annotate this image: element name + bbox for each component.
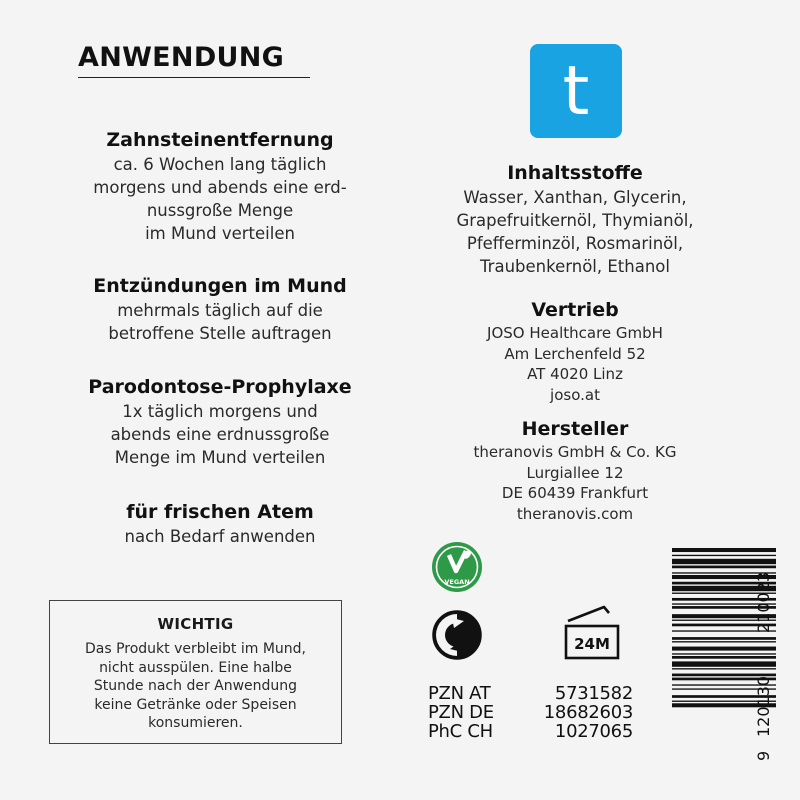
- page-title: ANWENDUNG: [78, 42, 310, 78]
- distributor-heading: Vertrieb: [531, 299, 619, 321]
- important-line: Das Produkt verbleibt im Mund,: [84, 641, 307, 657]
- distributor-line: joso.at: [550, 385, 600, 404]
- section-line: mehrmals täglich auf die: [117, 301, 323, 320]
- ingredients-line: Pfefferminzöl, Rosmarinöl,: [466, 234, 684, 253]
- distributor-line: AT 4020 Linz: [527, 365, 623, 383]
- section-line: 1x täglich morgens und: [122, 402, 318, 421]
- important-heading: WICHTIG: [157, 615, 234, 633]
- manufacturer-line: theranovis.com: [516, 504, 634, 523]
- pzn-value: 1027065: [554, 721, 633, 742]
- green-dot-recycling-icon: [431, 609, 483, 661]
- usage-section-breath: [30, 500, 410, 548]
- section-line: abends eine erdnussgroße: [110, 425, 330, 444]
- manufacturer-line: DE 60439 Frankfurt: [501, 484, 649, 502]
- section-heading: Entzündungen im Mund: [93, 275, 347, 297]
- svg-text:VEGAN: VEGAN: [444, 578, 470, 586]
- distributor-section: [400, 298, 750, 405]
- ingredients-line: Grapefruitkernöl, Thymianöl,: [456, 211, 694, 230]
- pzn-row: [428, 703, 633, 722]
- pzn-codes: [428, 684, 633, 741]
- manufacturer-line: theranovis GmbH & Co. KG: [473, 443, 677, 461]
- important-line: keine Getränke oder Speisen: [94, 696, 297, 713]
- manufacturer-line: Lurgiallee 12: [526, 463, 624, 482]
- section-line: nussgroße Menge: [146, 201, 294, 220]
- pzn-label: PZN AT: [428, 683, 491, 704]
- ingredients-line: Wasser, Xanthan, Glycerin,: [463, 188, 687, 207]
- section-line: im Mund verteilen: [145, 224, 295, 243]
- pzn-label: PZN DE: [428, 702, 494, 723]
- usage-section-periodontal: [30, 375, 410, 469]
- pzn-label: PhC CH: [428, 721, 493, 742]
- important-notice-box: [49, 600, 342, 744]
- manufacturer-heading: Hersteller: [521, 418, 629, 440]
- section-line: ca. 6 Wochen lang täglich: [113, 155, 327, 174]
- ingredients-line: Traubenkernöl, Ethanol: [480, 257, 670, 276]
- svg-text:t: t: [562, 56, 590, 126]
- important-line: konsumieren.: [148, 715, 243, 731]
- manufacturer-section: [400, 417, 750, 524]
- barcode-digit-group: 120130: [754, 675, 773, 737]
- barcode-digit-group: 210023: [754, 571, 773, 633]
- barcode: [648, 548, 800, 780]
- section-line: betroffene Stelle auftragen: [108, 324, 332, 343]
- section-line: morgens und abends eine erd-: [93, 178, 347, 197]
- distributor-line: JOSO Healthcare GmbH: [487, 324, 663, 342]
- pzn-value: 5731582: [554, 683, 633, 704]
- vegan-icon: [430, 540, 484, 598]
- section-heading: für frischen Atem: [126, 501, 314, 523]
- section-heading: Zahnsteinentfernung: [106, 129, 334, 151]
- barcode-digits: [752, 520, 776, 782]
- barcode-digit-prefix: 9: [754, 750, 773, 761]
- ingredients-section: [400, 161, 750, 278]
- pzn-row: [428, 684, 633, 703]
- distributor-line: Am Lerchenfeld 52: [504, 344, 646, 363]
- brand-logo-icon: [530, 44, 622, 138]
- pzn-row: [428, 722, 633, 741]
- pzn-value: 18682603: [543, 702, 633, 723]
- usage-section-inflammation: [30, 274, 410, 345]
- section-heading: Parodontose-Prophylaxe: [88, 376, 352, 398]
- important-line: nicht ausspülen. Eine halbe: [99, 659, 292, 676]
- section-line: nach Bedarf anwenden: [124, 527, 316, 546]
- ingredients-heading: Inhaltsstoffe: [507, 162, 643, 184]
- usage-section-tartar: [30, 128, 410, 245]
- svg-text:24M: 24M: [574, 635, 610, 653]
- important-line: Stunde nach der Anwendung: [93, 678, 298, 694]
- letter-t-icon: [546, 56, 606, 126]
- period-after-opening-icon: [562, 604, 622, 662]
- section-line: Menge im Mund verteilen: [114, 448, 326, 467]
